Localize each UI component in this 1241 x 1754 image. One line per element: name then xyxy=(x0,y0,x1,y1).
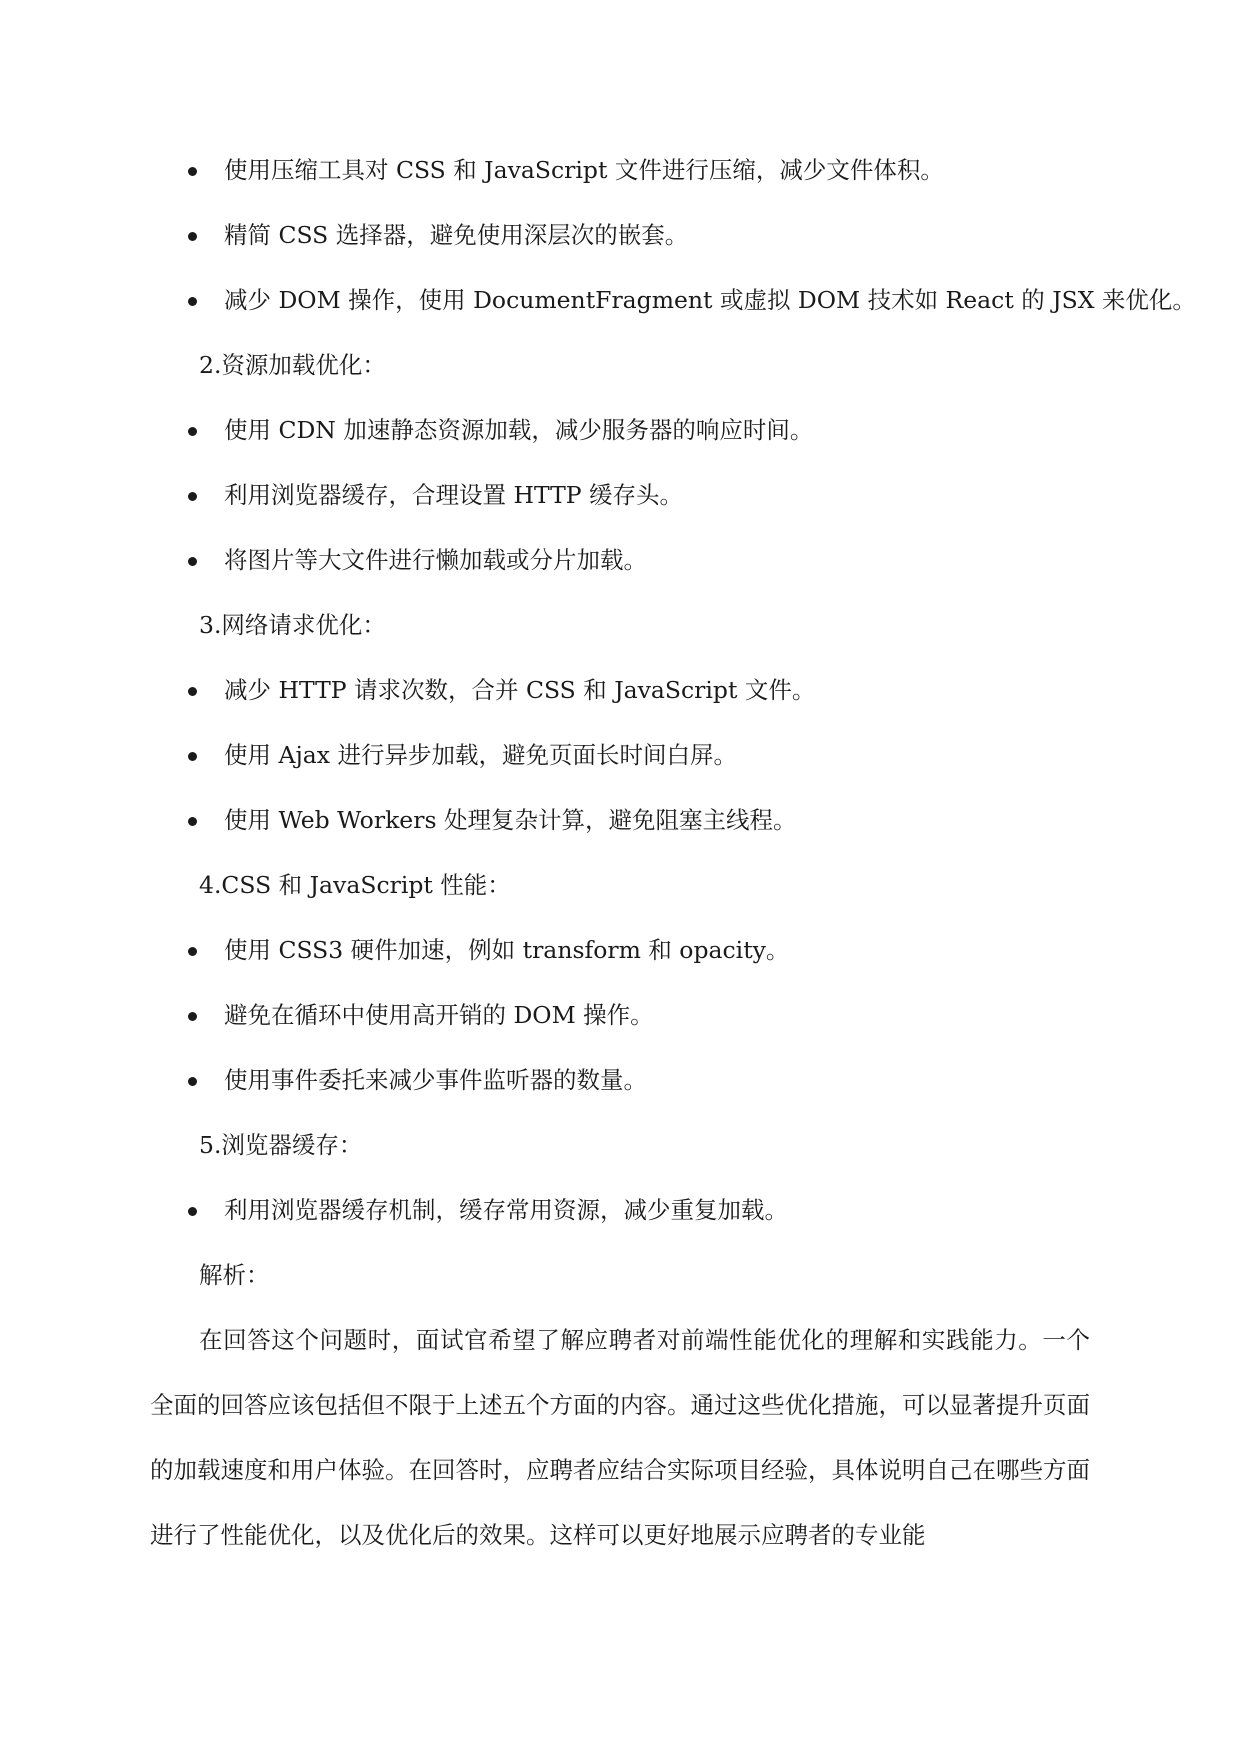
bullet-item xyxy=(0,138,1241,203)
bullet-item xyxy=(0,528,1241,593)
analysis-heading-text: 解析： xyxy=(199,1261,270,1289)
bullet-item xyxy=(0,1178,1241,1243)
bullet-icon xyxy=(188,1207,197,1216)
bullet-icon xyxy=(188,817,197,826)
bullet-text: 使用 Web Workers 处理复杂计算，避免阻塞主线程。 xyxy=(224,806,797,834)
section-heading xyxy=(0,333,1241,398)
bullet-text: 使用压缩工具对 CSS 和 JavaScript 文件进行压缩，减少文件体积。 xyxy=(224,156,944,184)
analysis-paragraph: 在回答这个问题时，面试官希望了解应聘者对前端性能优化的理解和实践能力。一个全面的回答应该包括但不限于上述五个方面的内容。通过这些优化措施，可以显著提升页面的加载速度和用户体验。在回答时，应聘者应结合实际项目经验，具体说明自己在哪些方面进行了性能优化，以及优化后的效果。这样可以更好地展示应聘者的专业能 xyxy=(150,1326,1090,1549)
bullet-item xyxy=(0,203,1241,268)
bullet-text: 使用 CSS3 硬件加速，例如 transform 和 opacity。 xyxy=(224,936,790,964)
document-content xyxy=(0,138,1241,1568)
bullet-icon xyxy=(188,167,197,176)
bullet-icon xyxy=(188,1077,197,1086)
bullet-item xyxy=(0,918,1241,983)
bullet-icon xyxy=(188,752,197,761)
bullet-item xyxy=(0,463,1241,528)
bullet-icon xyxy=(188,492,197,501)
bullet-text: 使用 CDN 加速静态资源加载，减少服务器的响应时间。 xyxy=(224,416,814,444)
bullet-text: 减少 DOM 操作，使用 DocumentFragment 或虚拟 DOM 技术如 React 的 JSX 来优化。 xyxy=(224,286,1196,314)
bullet-icon xyxy=(188,232,197,241)
bullet-item xyxy=(0,788,1241,853)
bullet-text: 使用事件委托来减少事件监听器的数量。 xyxy=(224,1066,647,1094)
section-heading xyxy=(0,1113,1241,1178)
bullet-icon xyxy=(188,1012,197,1021)
bullet-item xyxy=(0,983,1241,1048)
bullet-text: 避免在循环中使用高开销的 DOM 操作。 xyxy=(224,1001,654,1029)
analysis-heading xyxy=(0,1243,1241,1308)
bullet-text: 将图片等大文件进行懒加载或分片加载。 xyxy=(224,546,647,574)
bullet-icon xyxy=(188,687,197,696)
section-heading-text: 4.CSS 和 JavaScript 性能： xyxy=(199,871,511,899)
section-heading-text: 2.资源加载优化： xyxy=(199,351,386,379)
bullet-item xyxy=(0,658,1241,723)
bullet-text: 使用 Ajax 进行异步加载，避免页面长时间白屏。 xyxy=(224,741,737,769)
bullet-icon xyxy=(188,427,197,436)
bullet-icon xyxy=(188,297,197,306)
bullet-item xyxy=(0,268,1241,333)
bullet-item xyxy=(0,1048,1241,1113)
bullet-text: 减少 HTTP 请求次数，合并 CSS 和 JavaScript 文件。 xyxy=(224,676,816,704)
bullet-text: 精简 CSS 选择器，避免使用深层次的嵌套。 xyxy=(224,221,689,249)
section-heading-text: 3.网络请求优化： xyxy=(199,611,386,639)
bullet-item xyxy=(0,398,1241,463)
bullet-text: 利用浏览器缓存，合理设置 HTTP 缓存头。 xyxy=(224,481,684,509)
section-heading xyxy=(0,593,1241,658)
section-heading xyxy=(0,853,1241,918)
bullet-item xyxy=(0,723,1241,788)
section-heading-text: 5.浏览器缓存： xyxy=(199,1131,363,1159)
bullet-text: 利用浏览器缓存机制，缓存常用资源，减少重复加载。 xyxy=(224,1196,788,1224)
bullet-icon xyxy=(188,947,197,956)
bullet-icon xyxy=(188,557,197,566)
